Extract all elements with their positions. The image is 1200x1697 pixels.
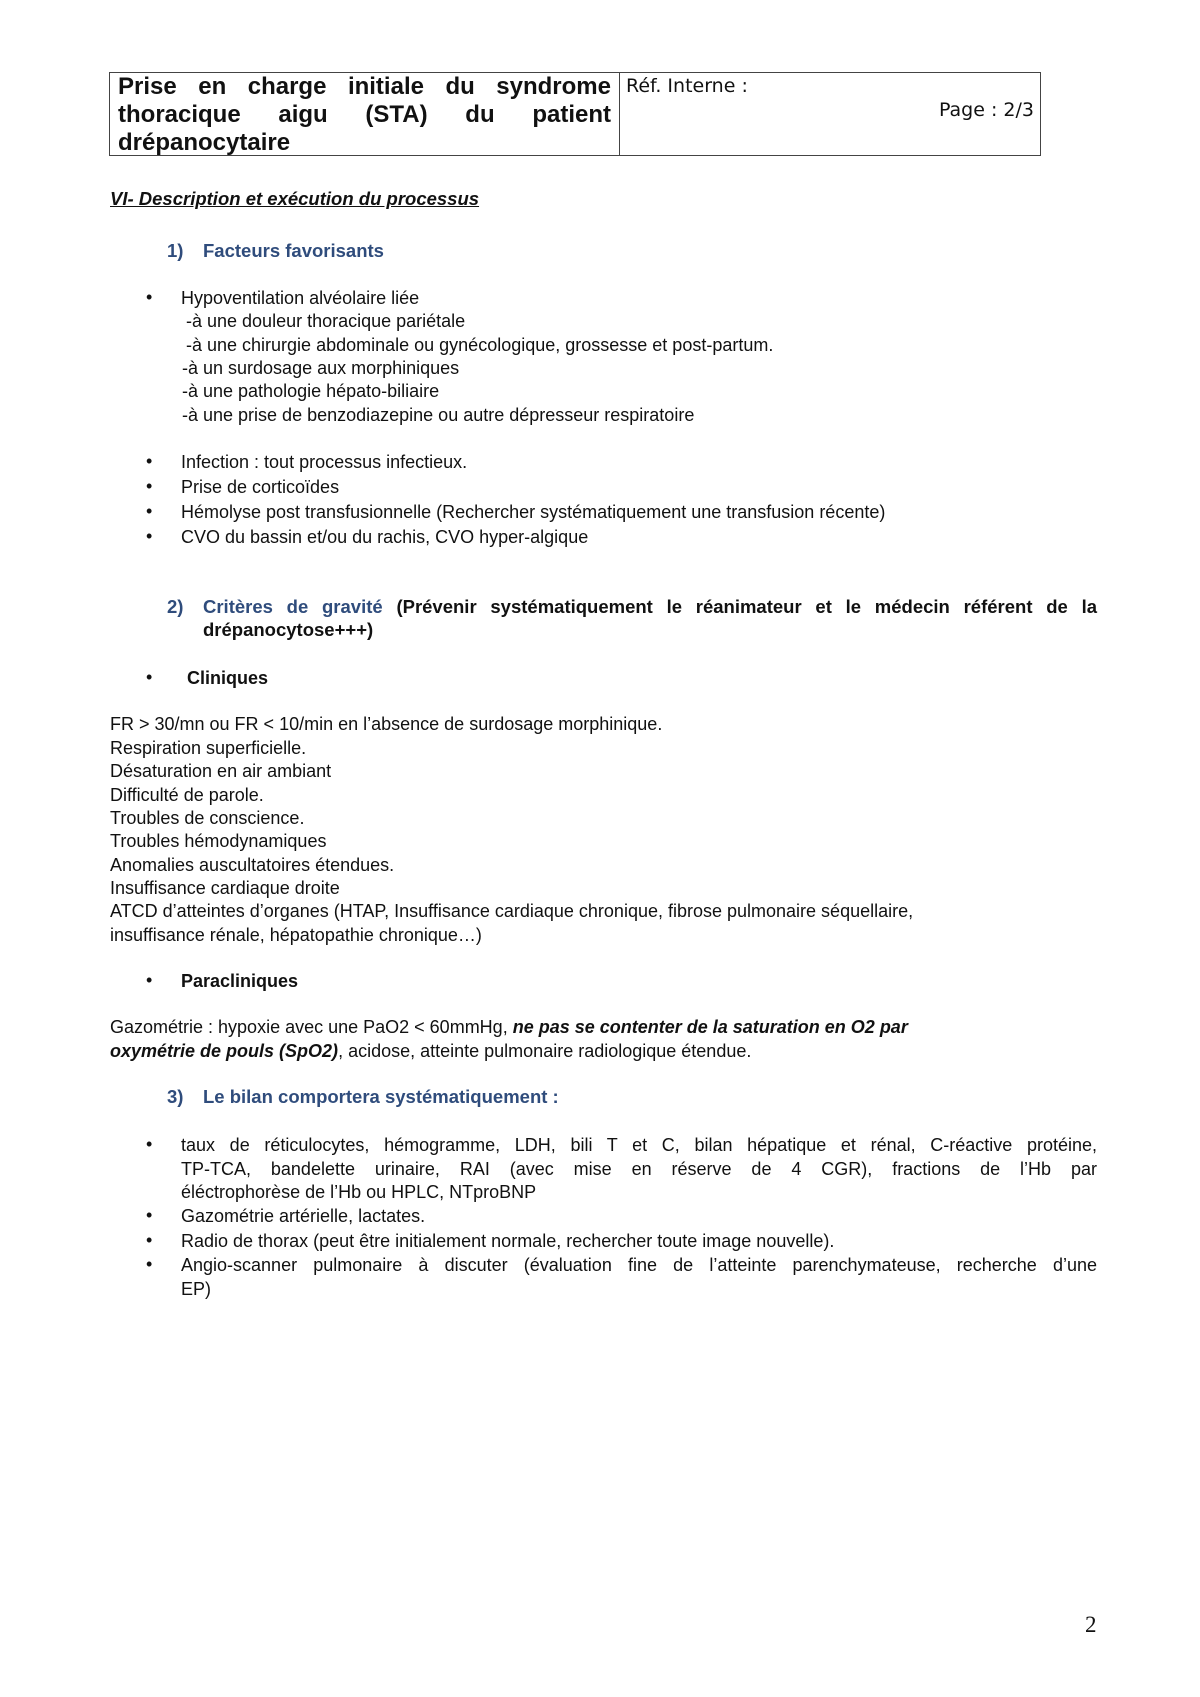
clinical-criterion: ATCD d’atteintes d’organes (HTAP, Insuffisance cardiaque chronique, fibrose pulmonaire séquellaire, [110, 901, 914, 921]
hypoventilation-sub: -à une chirurgie abdominale ou gynécologique, grossesse et post-partum. [186, 335, 774, 355]
document-title [110, 73, 620, 155]
bilan-item-line: TP-TCA, bandelette urinaire, RAI (avec mise en réserve de 4 CGR), fractions de l’Hb par [181, 1158, 1097, 1179]
page-number: 2 [1085, 1612, 1097, 1637]
subsection-bilan [167, 1086, 559, 1108]
title-line-2: thoracique aigu (STA) du patient [118, 101, 611, 128]
list-item: Infection : tout processus infectieux. [181, 452, 468, 472]
bullet-icon: • [146, 667, 153, 687]
clinical-criterion: Anomalies auscultatoires étendues. [110, 855, 395, 875]
bullet-icon: • [146, 970, 153, 990]
bullet-icon: • [146, 526, 153, 546]
bullet-icon: • [146, 501, 153, 521]
bilan-item-line: taux de réticulocytes, hémogramme, LDH, bili T et C, bilan hépatique et rénal, C-réactive protéine, [181, 1135, 1097, 1155]
subsection-title: Critères de gravité [203, 596, 383, 617]
bilan-item-line: EP) [181, 1278, 212, 1299]
clinical-criterion: Insuffisance cardiaque droite [110, 878, 340, 898]
bullet-icon: • [146, 1205, 153, 1225]
list-item: Prise de corticoïdes [181, 477, 340, 497]
clinical-criterion: Désaturation en air ambiant [110, 761, 332, 781]
subsection-number: 2) [167, 596, 184, 617]
cliniques-label: Cliniques [187, 668, 269, 688]
gravite-note: (Prévenir systématiquement le réanimateur et le médecin référent de la [396, 596, 1097, 617]
bilan-item: Gazométrie artérielle, lactates. [181, 1206, 426, 1226]
hypoventilation-sub: -à une douleur thoracique pariétale [186, 311, 466, 331]
gazometrie-line-2 [110, 1040, 751, 1063]
gazometrie-emphasis: oxymétrie de pouls (SpO2) [110, 1041, 339, 1061]
gazometrie-line-1 [110, 1016, 908, 1039]
subsection-facteurs [167, 240, 384, 262]
gazometrie-emphasis: ne pas se contenter de la saturation en O2 par [512, 1017, 908, 1037]
clinical-criterion: Difficulté de parole. [110, 785, 264, 805]
hypoventilation-sub: -à une pathologie hépato-biliaire [182, 381, 440, 401]
section-title: VI- Description et exécution du processus [110, 188, 480, 209]
bilan-item: Radio de thorax (peut être initialement normale, rechercher toute image nouvelle). [181, 1231, 835, 1251]
gazometrie-text: Gazométrie : hypoxie avec une PaO2 < 60mmHg, [110, 1017, 513, 1037]
subsection-title: Facteurs favorisants [203, 240, 384, 261]
bilan-item [181, 1134, 1097, 1205]
bullet-icon: • [146, 1134, 153, 1154]
bilan-item [181, 1254, 1097, 1301]
clinical-criterion: Respiration superficielle. [110, 738, 307, 758]
clinical-criterion: Troubles hémodynamiques [110, 831, 327, 851]
hypoventilation-sub: -à une prise de benzodiazepine ou autre dépresseur respiratoire [182, 405, 695, 425]
page-indicator: Page : 2/3 [938, 99, 1034, 121]
clinical-criterion: Troubles de conscience. [110, 808, 305, 828]
bullet-icon: • [146, 287, 153, 307]
header-meta [620, 73, 1040, 155]
bilan-item-line: Angio-scanner pulmonaire à discuter (évaluation fine de l’atteinte parenchymateuse, recherche d’une [181, 1255, 1097, 1275]
clinical-criterion: insuffisance rénale, hépatopathie chronique…) [110, 925, 482, 945]
bilan-item-line: éléctrophorèse de l’Hb ou HPLC, NTproBNP [181, 1182, 537, 1202]
paracliniques-label: Paracliniques [181, 971, 299, 991]
list-item: Hémolyse post transfusionnelle (Rechercher systématiquement une transfusion récente) [181, 502, 886, 522]
bullet-icon: • [146, 476, 153, 496]
document-header-table [109, 72, 1041, 156]
bullet-icon: • [146, 451, 153, 471]
title-line-3: drépanocytaire [118, 129, 291, 156]
hypoventilation-sub: -à un surdosage aux morphiniques [182, 358, 460, 378]
internal-reference: Réf. Interne : [626, 75, 748, 97]
list-item: CVO du bassin et/ou du rachis, CVO hyper-algique [181, 527, 589, 547]
gravite-note-cont: drépanocytose+++) [203, 619, 374, 640]
subsection-title: Le bilan comportera systématiquement : [203, 1086, 559, 1107]
subsection-number: 1) [167, 240, 184, 261]
subsection-gravite [167, 596, 1097, 641]
bullet-icon: • [146, 1254, 153, 1274]
bullet-icon: • [146, 1230, 153, 1250]
gazometrie-text: , acidose, atteinte pulmonaire radiologique étendue. [338, 1041, 752, 1061]
title-line-1: Prise en charge initiale du syndrome [118, 73, 611, 100]
subsection-number: 3) [167, 1086, 184, 1107]
clinical-criterion: FR > 30/mn ou FR < 10/min en l’absence de surdosage morphinique. [110, 714, 663, 734]
hypoventilation-intro: Hypoventilation alvéolaire liée [181, 288, 420, 308]
